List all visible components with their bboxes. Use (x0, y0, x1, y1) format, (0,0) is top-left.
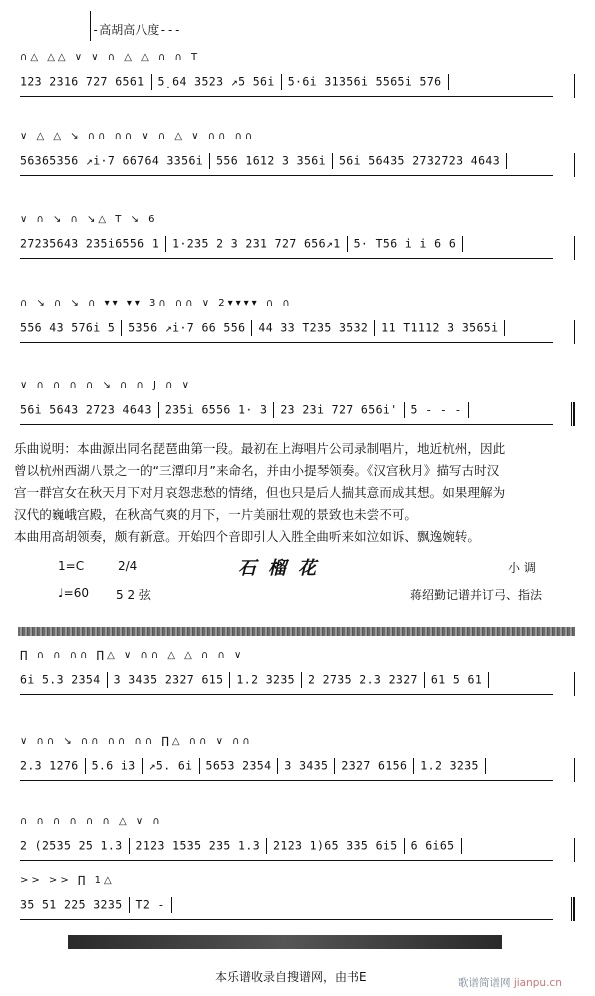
score-row (20, 131, 575, 193)
score-row (20, 650, 575, 712)
barline (151, 74, 152, 90)
barline (142, 758, 143, 774)
end-barline (574, 758, 575, 782)
end-barline (574, 672, 575, 696)
measure-group: 5.6 i3 (91, 758, 136, 773)
barline (277, 758, 278, 774)
string-tuning: 5 2 弦 (116, 588, 151, 602)
barline (251, 320, 252, 336)
barline (209, 153, 210, 169)
duration-underline (20, 694, 553, 695)
measure-group: 56i 56435 2732723 4643 (338, 153, 501, 168)
measure-group: 61 5 61 (430, 672, 483, 687)
explanation-line: 乐曲说明：本曲源出同名琵琶曲第一段。最初在上海唱片公司录制唱片，地近杭州，因此 (14, 441, 506, 456)
score-row (20, 380, 575, 442)
measure-group: 2327 6156 (341, 758, 408, 773)
measure-group: 23 23i 727 656i' (280, 402, 398, 417)
barline (374, 320, 375, 336)
end-barline (574, 236, 575, 260)
measure-group: 2123 1)65 335 6i5 (273, 838, 398, 853)
barline (488, 672, 489, 688)
duration-underline (20, 424, 553, 425)
measure-group: 56i 5643 2723 4643 (20, 402, 152, 417)
notation-line (20, 672, 575, 688)
ornament-marks: ∩ ↘ ∩ ↘ ∩ ▾▾ ▾▾ 3∩ ∩∩ ∨ 2▾▾▾▾ ∩ ∩ (20, 298, 293, 309)
barline (347, 236, 348, 252)
ornament-marks: >> >> ∏ 1△ (20, 875, 115, 886)
watermark-name: 歌谱简谱网 (458, 977, 511, 989)
final-barline (571, 402, 575, 426)
measure-group: 556 1612 3 356i (216, 153, 326, 168)
end-barline (574, 838, 575, 862)
duration-underline (20, 342, 553, 343)
octave-marking (92, 21, 181, 38)
measure-group: 123 2316 727 6561 (20, 74, 145, 89)
scan-edge-band (68, 935, 502, 949)
barline (468, 402, 469, 418)
score-row (20, 52, 575, 114)
barline (281, 74, 282, 90)
measure-group: T2 - (135, 897, 165, 912)
score-row (20, 875, 575, 937)
barline (506, 153, 507, 169)
measure-group: 556 43 576i 5 (20, 320, 116, 335)
notation-line (20, 758, 575, 774)
barline (424, 672, 425, 688)
measure-group: 35 51 225 3235 (20, 897, 123, 912)
end-barline (574, 74, 575, 98)
measure-group: ↗5. 6i (148, 758, 193, 773)
ornament-marks: ∨ △ △ ↘ ∩∩ ∩∩ ∨ ∩ △ ∨ ∩∩ ∩∩ (20, 131, 256, 142)
duration-underline (20, 175, 553, 176)
barline (129, 897, 130, 913)
barline (301, 672, 302, 688)
octave-marking-label: -高胡高八度--- (92, 23, 181, 37)
duration-underline (20, 860, 553, 861)
score-row (20, 298, 575, 360)
score-row (20, 736, 575, 798)
score-row (20, 816, 575, 878)
barline (266, 838, 267, 854)
measure-group: 27235643 235i6556 1 (20, 236, 160, 251)
time-signature: 2/4 (118, 559, 138, 573)
watermark-url: jianpu.cn (513, 977, 562, 989)
score-row (20, 214, 575, 276)
source-footer: 本乐谱收录自搜谱网，由书E (215, 970, 367, 984)
barline (199, 758, 200, 774)
explanation-line: 汉代的巍峨宫殿，在秋高气爽的月下，一片美丽壮观的景致也未尝不可。 (14, 507, 417, 522)
measure-group: 3 3435 2327 615 (113, 672, 224, 687)
notation-line (20, 320, 575, 336)
notation-line (20, 153, 575, 169)
barline (404, 838, 405, 854)
barline (332, 153, 333, 169)
measure-group: 5653 2354 (205, 758, 272, 773)
barline (171, 897, 172, 913)
duration-underline (20, 258, 553, 259)
measure-group: 1.2 3235 (420, 758, 479, 773)
key-signature: 1=C (58, 559, 85, 573)
notation-line (20, 74, 575, 90)
duration-underline (20, 96, 553, 97)
measure-group: 5̣ 64 3523 ↗5 56i (157, 74, 275, 89)
tempo-marking: ♩=60 (58, 586, 89, 600)
measure-group: 5·6i 31356i 5565i 576 (287, 74, 442, 89)
duration-underline (20, 780, 553, 781)
barline (485, 758, 486, 774)
measure-group: 6i 5.3 2354 (20, 672, 101, 687)
measure-group: 2123 1535 235 1.3 (135, 838, 261, 853)
notation-line (20, 838, 575, 854)
ornament-marks: ∨ ∩ ↘ ∩ ↘△ T ↘ 6 (20, 214, 158, 225)
explanation-line: 曾以杭州西湖八景之一的“三潭印月”来命名，并由小提琴领奏。《汉宫秋月》描写古时汉 (14, 463, 500, 478)
end-barline (574, 320, 575, 344)
notation-line (20, 236, 575, 252)
measure-group: 235i 6556 1· 3 (164, 402, 268, 417)
measure-group: 11 T1112 3 3565i (381, 320, 499, 335)
barline (413, 758, 414, 774)
measure-group: 44 33 T235 3532 (258, 320, 369, 335)
end-barline (574, 153, 575, 177)
measure-group: 56365356 ↗i·7 66764 3356i (20, 153, 204, 168)
barline (461, 838, 462, 854)
song-credit: 蒋绍勤记谱并订弓、指法 (410, 588, 543, 602)
site-watermark (458, 975, 562, 990)
barline (121, 320, 122, 336)
barline (334, 758, 335, 774)
section-divider (18, 627, 575, 636)
measure-group: 5· T56 i i 6 6 (353, 236, 457, 251)
notation-line (20, 897, 575, 913)
barline (85, 758, 86, 774)
barline (404, 402, 405, 418)
ornament-marks: ∨ ∩∩ ↘ ∩∩ ∩∩ ∩∩ ∏△ ∩∩ ∨ ∩∩ (20, 736, 253, 747)
song-title: 石榴花 (238, 558, 328, 579)
barline (158, 402, 159, 418)
measure-group: 1.2 3235 (236, 672, 296, 687)
barline (462, 236, 463, 252)
measure-group: 2 2735 2.3 2327 (308, 672, 418, 687)
barline (129, 838, 130, 854)
song-genre: 小 调 (508, 561, 536, 575)
ornament-marks: ∩△ △△ ∨ ∨ ∩ △ △ ∩ ∩ T (20, 52, 201, 63)
music-explanation (14, 438, 584, 548)
measure-group: 5356 ↗i·7 66 556 (128, 320, 246, 335)
notation-line (20, 402, 575, 418)
barline (165, 236, 166, 252)
ornament-marks: ∩ ∩ ∩ ∩ ∩ ∩ △ ∨ ∩ (20, 816, 163, 827)
measure-group: 5 - - - (410, 402, 462, 417)
measure-group: 2 (2535 25 1.3 (20, 838, 123, 853)
barline (504, 320, 505, 336)
barline (107, 672, 108, 688)
final-barline (571, 897, 575, 921)
measure-group: 6 6i65 (410, 838, 455, 853)
measure-group: 3 3435 (284, 758, 329, 773)
barline (448, 74, 449, 90)
barline (273, 402, 274, 418)
ornament-marks: ∏ ∩ ∩ ∩∩ ∏△ ∨ ∩∩ △ △ ∩ ∩ ∨ (20, 650, 245, 661)
ornament-marks: ∨ ∩ ∩ ∩ ∩ ↘ ∩ ∩ J ∩ ∨ (20, 380, 192, 391)
barline (229, 672, 230, 688)
explanation-line: 宫一群宫女在秋天月下对月哀怨悲愁的情绪，但也只是后人揣其意而成其想。如果理解为 (14, 485, 506, 500)
measure-group: 1·235 2 3 231 727 656↗1 (172, 236, 341, 251)
explanation-line: 本曲用高胡领奏，颇有新意。开始四个音即引人入胜全曲听来如泣如诉、飘逸婉转。 (14, 529, 480, 544)
duration-underline (20, 919, 553, 920)
measure-group: 2.3 1276 (20, 758, 79, 773)
